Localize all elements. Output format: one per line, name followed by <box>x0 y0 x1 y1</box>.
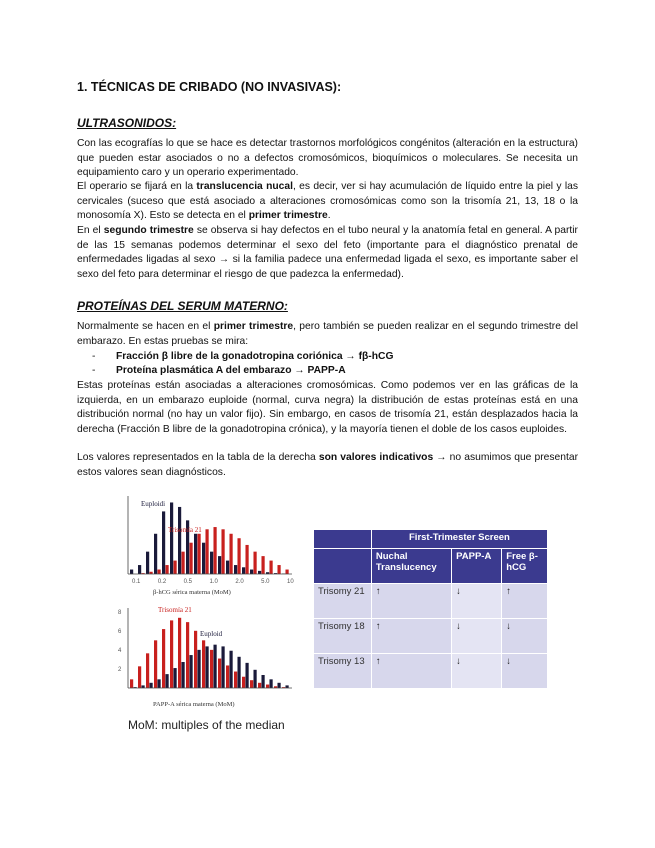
chart2-xlabel: PAPP-A sérica materna (MoM) <box>153 701 235 708</box>
bar-trisom-a-21-16 <box>261 556 264 574</box>
bar-trisom-a-21-12 <box>229 534 232 574</box>
bar-trisom-a-21-6 <box>178 618 181 688</box>
table-header-bhcg: Free β-hCG <box>502 549 548 584</box>
chart2-ytick-label: 4 <box>118 648 122 654</box>
chart1-tick-label: 0.5 <box>183 579 193 585</box>
bar-trisom-a-21-10 <box>213 527 216 574</box>
bar-trisom-a-21-17 <box>266 685 269 688</box>
bar-trisom-a-21-8 <box>194 631 197 688</box>
bar-euploidi-4 <box>162 511 165 574</box>
bhcg-histogram <box>108 492 298 600</box>
bar-trisom-a-21-18 <box>277 565 280 574</box>
paragraph-ultrasonidos-2: El operario se fijará en la translucencia nucal, es decir, ver si hay acumulación de líquido entre la piel y las cervicales (suceso que está asociado a alteraciones cromosómicas como son la trisomía 21, 13, 18 o la monosomía X). Esto se detecta en el primer trimestre. <box>77 181 578 222</box>
bar-trisom-a-21-14 <box>242 677 245 688</box>
bar-trisom-a-21-9 <box>205 529 208 574</box>
bar-euploidi-10 <box>210 552 213 574</box>
bar-trisom-a-21-9 <box>202 640 205 688</box>
table-cell: ↑ <box>371 654 451 689</box>
paragraph-ultrasonidos-1: Con las ecografías lo que se hace es detectar trastornos morfológicos congénitos (alteración en la estructura) que pueden estar asociados o no a defectos cromosómicos, bioquímicos o moleculares. Se necesita un equipamiento caro y un operario experimentado. <box>77 138 578 179</box>
table-row <box>314 654 548 689</box>
bar-euploid-10 <box>213 645 216 688</box>
bar-euploid-5 <box>173 668 176 688</box>
bar-euploid-13 <box>237 657 240 688</box>
bar-euploidi-13 <box>234 565 237 574</box>
bar-trisom-a-21-12 <box>226 665 229 688</box>
bar-euploid-2 <box>149 683 152 688</box>
chart1-tick-label: 2.0 <box>235 579 244 585</box>
page-heading: 1. TÉCNICAS DE CRIBADO (NO INVASIVAS): <box>77 80 342 94</box>
table-cell: ↑ <box>371 619 451 654</box>
section-title-ultrasonidos: ULTRASONIDOS: <box>77 116 177 130</box>
bar-euploid-15 <box>253 670 256 688</box>
table-cell: ↑ <box>502 584 548 619</box>
bar-trisom-a-21-13 <box>234 672 237 688</box>
bar-trisom-a-21-5 <box>170 620 173 688</box>
table-cell: ↓ <box>452 654 502 689</box>
row-label: Trisomy 21 <box>314 584 372 619</box>
bar-trisom-a-21-7 <box>186 622 189 688</box>
table-cell: ↓ <box>502 619 548 654</box>
bar-euploidi-2 <box>146 552 149 574</box>
bar-trisom-a-21-14 <box>245 545 248 574</box>
bar-trisom-a-21-3 <box>154 640 157 688</box>
paragraph-proteinas-3: Los valores representados en la tabla de la derecha son valores indicativos → no asumimos que presentar estos valores sean diagnósticos. <box>77 452 578 478</box>
table-cell: ↓ <box>502 654 548 689</box>
bar-trisom-a-21-3 <box>157 570 160 574</box>
bar-trisom-a-21-15 <box>250 680 253 688</box>
bar-trisom-a-21-16 <box>258 683 261 688</box>
bar-euploidi-5 <box>170 502 173 574</box>
figure-caption: MoM: multiples of the median <box>128 718 285 732</box>
bar-euploidi-6 <box>178 507 181 574</box>
table-row <box>314 584 548 619</box>
row-label: Trisomy 13 <box>314 654 372 689</box>
bar-euploidi-1 <box>138 565 141 574</box>
row-label: Trisomy 18 <box>314 619 372 654</box>
bar-euploid-7 <box>189 655 192 688</box>
bar-euploidi-11 <box>218 556 221 574</box>
bullet-fbhcg: - Fracción β libre de la gonadotropina coriónica → fβ-hCG <box>92 351 394 362</box>
pappa-histogram <box>108 602 298 714</box>
bar-trisom-a-21-1 <box>138 666 141 688</box>
table-cell: ↑ <box>371 584 451 619</box>
paragraph-ultrasonidos-3: En el segundo trimestre se observa si hay defectos en el tubo neural y la anatomía fetal en general. A partir de las 15 semanas podemos determinar el sexo del feto (importante para el diagnóstico prenatal de enfermedades ligadas al sexo → si la familia padece una enfermedad ligada el sexo, es importante saber el sexo del feto para determinar el riesgo de que padezca la enfermedad). <box>77 225 578 280</box>
chart1-tick-label: 10 <box>287 579 294 585</box>
chart2-ytick-label: 2 <box>118 667 122 673</box>
bar-euploidi-9 <box>202 543 205 574</box>
bar-euploid-11 <box>221 646 224 688</box>
table-header-nt: Nuchal Translucency <box>371 549 451 584</box>
bar-trisom-a-21-10 <box>210 650 213 688</box>
bar-trisom-a-21-19 <box>285 570 288 574</box>
bar-trisom-a-21-8 <box>197 534 200 574</box>
bar-trisom-a-21-11 <box>218 659 221 688</box>
bar-trisom-a-21-11 <box>221 529 224 574</box>
bar-trisom-a-21-17 <box>269 561 272 574</box>
table-header-pappa: PAPP-A <box>452 549 502 584</box>
chart2-trisomy-label: Trisomía 21 <box>158 606 192 614</box>
bar-euploid-9 <box>205 646 208 688</box>
chart2-ytick-label: 8 <box>118 610 122 616</box>
bar-euploidi-12 <box>226 561 229 574</box>
bar-trisom-a-21-0 <box>130 679 133 688</box>
bar-trisom-a-21-13 <box>237 538 240 574</box>
bar-trisom-a-21-6 <box>181 552 184 574</box>
table-title: First-Trimester Screen <box>371 530 547 549</box>
bar-euploidi-3 <box>154 534 157 574</box>
bar-euploid-18 <box>277 683 280 688</box>
bar-euploid-4 <box>165 674 168 688</box>
table-corner <box>314 530 372 549</box>
bar-euploidi-8 <box>194 534 197 574</box>
chart2-euploid-label: Euploid <box>200 630 223 638</box>
bullet-pappa: - Proteína plasmática A del embarazo → PAPP-A <box>92 365 346 376</box>
bar-trisom-a-21-4 <box>165 565 168 574</box>
bar-trisom-a-21-2 <box>146 653 149 688</box>
bar-euploidi-0 <box>130 570 133 574</box>
paragraph-proteinas-2: Estas proteínas están asociadas a alteraciones cromosómicas. Como podemos ver en las gráficas de la izquierda, en un embarazo euploide (normal, curva negra) la distribución de estas proteínas está en una distribución normal (no hay un valor fijo). Sin embargo, en casos de trisomía 21, están desplazados hacia la derecha (Fracción B libre de la gonadotropina crónica), y la mayoría tienen el doble de los casos euploides. <box>77 380 578 435</box>
table-cell: ↓ <box>452 619 502 654</box>
paragraph-proteinas-1: Normalmente se hacen en el primer trimestre, pero también se pueden realizar en el segundo trimestre del embarazo. En estas pruebas se mira: <box>77 321 578 347</box>
table-row <box>314 619 548 654</box>
section-title-proteinas: PROTEÍNAS DEL SERUM MATERNO: <box>77 299 288 313</box>
chart1-xlabel: β-hCG sérica materna (MoM) <box>153 589 231 596</box>
bar-euploid-6 <box>181 662 184 688</box>
bar-euploid-8 <box>197 650 200 688</box>
first-trimester-table <box>313 529 548 689</box>
chart1-euploid-label: Euploidi <box>141 500 166 508</box>
bar-trisom-a-21-5 <box>173 561 176 574</box>
bar-trisom-a-21-7 <box>189 543 192 574</box>
bar-trisom-a-21-4 <box>162 629 165 688</box>
bar-euploidi-15 <box>250 570 253 574</box>
chart1-tick-label: 0.2 <box>157 579 167 585</box>
bar-euploid-16 <box>261 675 264 688</box>
bar-euploidi-16 <box>258 571 261 574</box>
chart1-tick-label: 5.0 <box>261 579 270 585</box>
bar-euploid-12 <box>229 651 232 688</box>
table-corner-2 <box>314 549 372 584</box>
bar-euploid-3 <box>157 679 160 688</box>
bar-euploid-17 <box>269 679 272 688</box>
bar-trisom-a-21-15 <box>253 552 256 574</box>
chart1-tick-label: 1.0 <box>209 579 218 585</box>
chart1-tick-label: 0.1 <box>132 579 141 585</box>
bar-euploidi-14 <box>242 567 245 574</box>
chart2-ytick-label: 6 <box>118 629 122 635</box>
bar-euploid-14 <box>245 663 248 688</box>
chart1-trisomy-label: Trisomía 21 <box>168 526 202 534</box>
table-cell: ↓ <box>452 584 502 619</box>
